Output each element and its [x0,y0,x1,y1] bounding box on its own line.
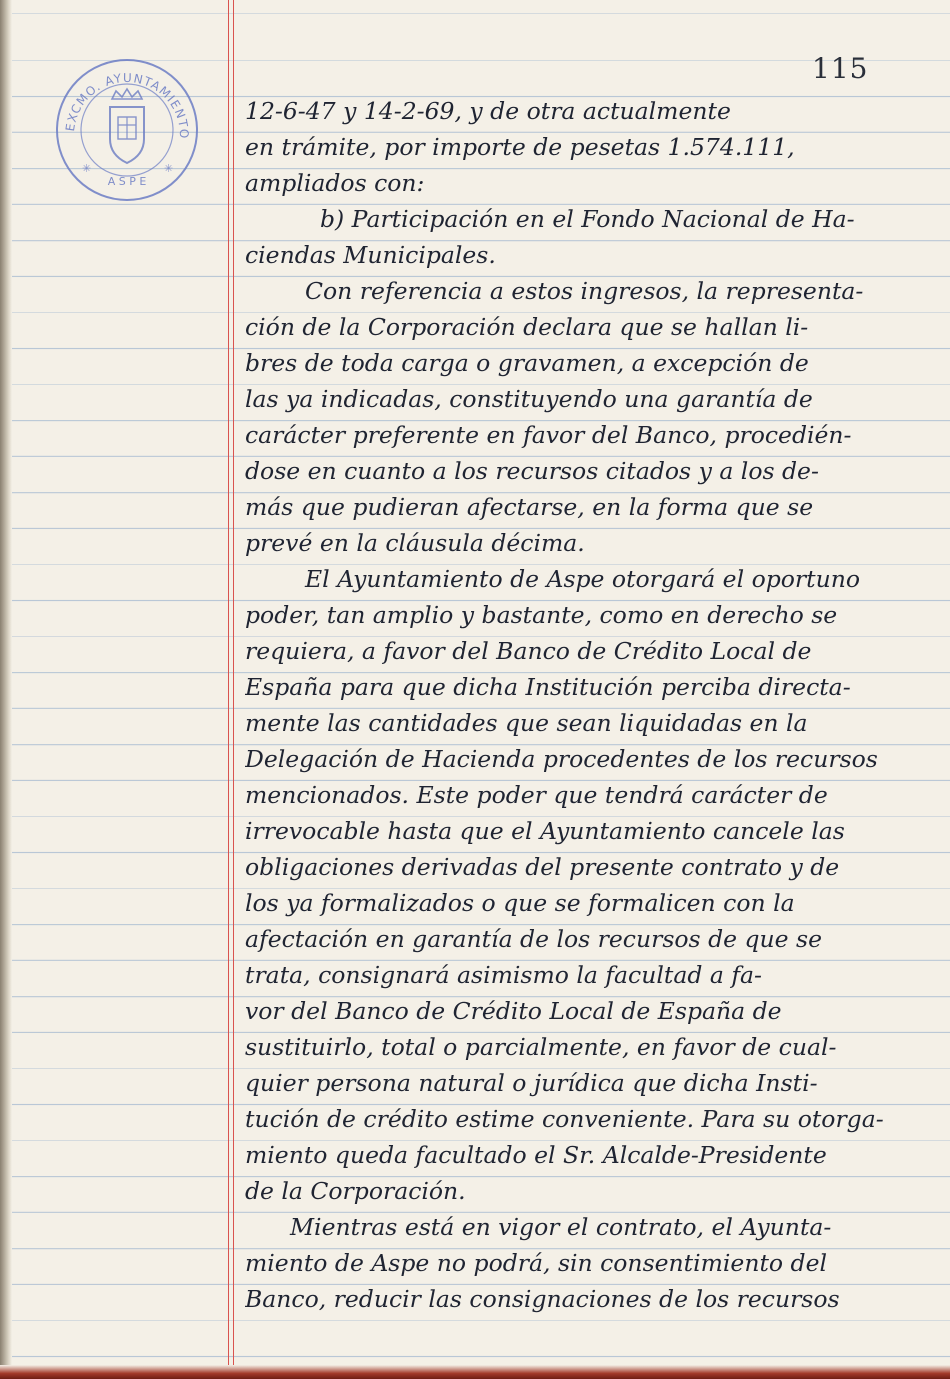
text-line: en trámite, por importe de pesetas 1.574.111, [245,133,795,161]
text-line: mencionados. Este poder que tendrá carácter de [245,781,828,809]
text-line: trata, consignará asimismo la facultad a fa- [245,961,762,989]
text-line: carácter preferente en favor del Banco, procedién- [245,421,852,449]
text-line: prevé en la cláusula décima. [245,529,585,557]
text-line: ciendas Municipales. [245,241,496,269]
text-line: miento de Aspe no podrá, sin consentimiento del [245,1249,828,1277]
text-line: El Ayuntamiento de Aspe otorgará el oportuno [305,565,861,593]
stamp-star-right-icon: ✳ [164,162,174,175]
text-line: dose en cuanto a los recursos citados y a los de- [245,457,819,485]
text-line: ampliados con: [245,169,425,197]
text-line: quier persona natural o jurídica que dicha Insti- [245,1069,818,1097]
text-line: España para que dicha Institución perciba directa- [245,673,851,701]
text-line: 12-6-47 y 14-2-69, y de otra actualmente [245,97,731,125]
text-line: Banco, reducir las consignaciones de los recursos [245,1285,840,1313]
margin-rule-inner [233,0,234,1379]
text-line: Mientras está en vigor el contrato, el Ayunta- [290,1213,832,1241]
text-line: requiera, a favor del Banco de Crédito Local de [245,637,812,665]
text-line: afectación en garantía de los recursos de que se [245,925,823,953]
text-line: b) Participación en el Fondo Nacional de Ha- [320,205,855,233]
text-line: bres de toda carga o gravamen, a excepción de [245,349,809,377]
handwritten-text [245,93,915,1317]
text-line: los ya formalizados o que se formalicen con la [245,889,795,917]
text-line: sustituirlo, total o parcialmente, en favor de cual- [245,1033,837,1061]
text-line: miento queda facultado el Sr. Alcalde-Presidente [245,1141,827,1169]
stamp-star-left-icon: ✳ [82,162,92,175]
stamp-bottom-text: A S P E [107,175,147,188]
text-line: poder, tan amplio y bastante, como en derecho se [245,601,838,629]
page-number: 115 [812,52,869,85]
text-line: tución de crédito estime conveniente. Para su otorga- [245,1105,884,1133]
text-line: Delegación de Hacienda procedentes de los recursos [245,745,878,773]
text-line: irrevocable hasta que el Ayuntamiento cancele las [245,817,845,845]
municipal-stamp [52,55,202,205]
coat-of-arms-icon [110,89,144,163]
text-line: mente las cantidades que sean liquidadas en la [245,709,808,737]
text-line: Con referencia a estos ingresos, la representa- [305,277,864,305]
margin-rule-outer [228,0,229,1379]
text-line: obligaciones derivadas del presente contrato y de [245,853,840,881]
text-line: ción de la Corporación declara que se hallan li- [245,313,809,341]
text-line: las ya indicadas, constituyendo una garantía de [245,385,813,413]
stamp-arc-text: EXCMO. AYUNTAMIENTO [63,70,192,140]
text-line: de la Corporación. [245,1177,466,1205]
page-binding-edge [0,0,12,1379]
stamp-graphic [52,55,202,205]
text-line: más que pudieran afectarse, en la forma que se [245,493,814,521]
page-bottom-edge [0,1365,950,1379]
text-line: vor del Banco de Crédito Local de España de [245,997,782,1025]
